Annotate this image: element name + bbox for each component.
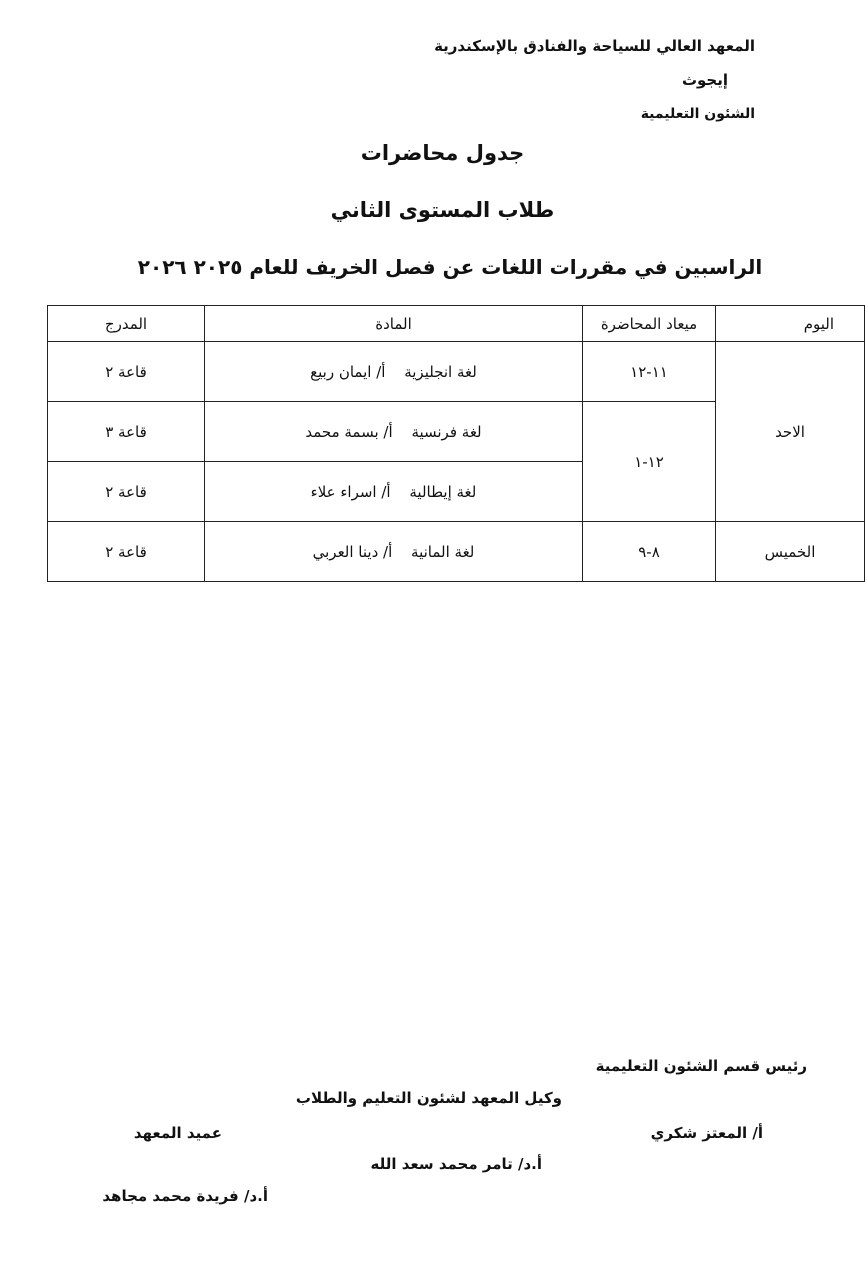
course-name: لغة فرنسية: [411, 422, 482, 441]
subject-cell: [205, 342, 583, 402]
document-title: جدول محاضرات: [360, 141, 525, 165]
table-header-row: [48, 306, 865, 342]
dept-head-name: أ/ المعتز شكري: [650, 1124, 763, 1142]
subject-cell: [205, 462, 583, 522]
table-row: [48, 522, 865, 582]
hall-cell: قاعة ٢: [48, 522, 205, 582]
time-cell: ١٢-١: [583, 402, 716, 522]
header-time: ميعاد المحاضرة: [583, 306, 716, 342]
dept-head-title: رئيس قسم الشئون التعليمية: [595, 1057, 807, 1075]
lecturer-name: أ/ اسراء علاء: [310, 482, 391, 501]
header-day: اليوم: [716, 306, 865, 342]
header-subject: المادة: [205, 306, 583, 342]
lecturer-name: أ/ دينا العربي: [312, 542, 393, 561]
course-name: لغة انجليزية: [404, 362, 477, 381]
subject-cell: [205, 522, 583, 582]
day-cell: الخميس: [716, 522, 865, 582]
time-cell: ١١-١٢: [583, 342, 716, 402]
table-row: [48, 342, 865, 402]
institute-name: المعهد العالي للسياحة والفنادق بالإسكندرية: [434, 37, 755, 55]
subject-cell: [205, 402, 583, 462]
hall-cell: قاعة ٢: [48, 342, 205, 402]
document-subtitle: طلاب المستوى الثاني: [330, 198, 555, 222]
lecturer-name: أ/ ايمان ربيع: [310, 362, 386, 381]
course-name: لغة إيطالية: [409, 482, 477, 501]
department-name: الشئون التعليمية: [640, 106, 755, 122]
institute-abbreviation: إيجوث: [681, 71, 728, 89]
schedule-table: [47, 305, 865, 582]
lecturer-name: أ/ بسمة محمد: [305, 422, 393, 441]
vice-dean-name: أ.د/ تامر محمد سعد الله: [370, 1155, 542, 1173]
vice-dean-title: وكيل المعهد لشئون التعليم والطلاب: [295, 1089, 562, 1107]
hall-cell: قاعة ٣: [48, 402, 205, 462]
document-description: الراسبين في مقررات اللغات عن فصل الخريف للعام ٢٠٢٥ ٢٠٢٦: [137, 255, 763, 279]
header-hall: المدرج: [48, 306, 205, 342]
hall-cell: قاعة ٢: [48, 462, 205, 522]
course-name: لغة المانية: [411, 542, 475, 561]
dean-title: عميد المعهد: [133, 1124, 222, 1142]
dean-name: أ.د/ فريدة محمد مجاهد: [102, 1187, 268, 1205]
day-cell: الاحد: [716, 342, 865, 522]
time-cell: ٨-٩: [583, 522, 716, 582]
